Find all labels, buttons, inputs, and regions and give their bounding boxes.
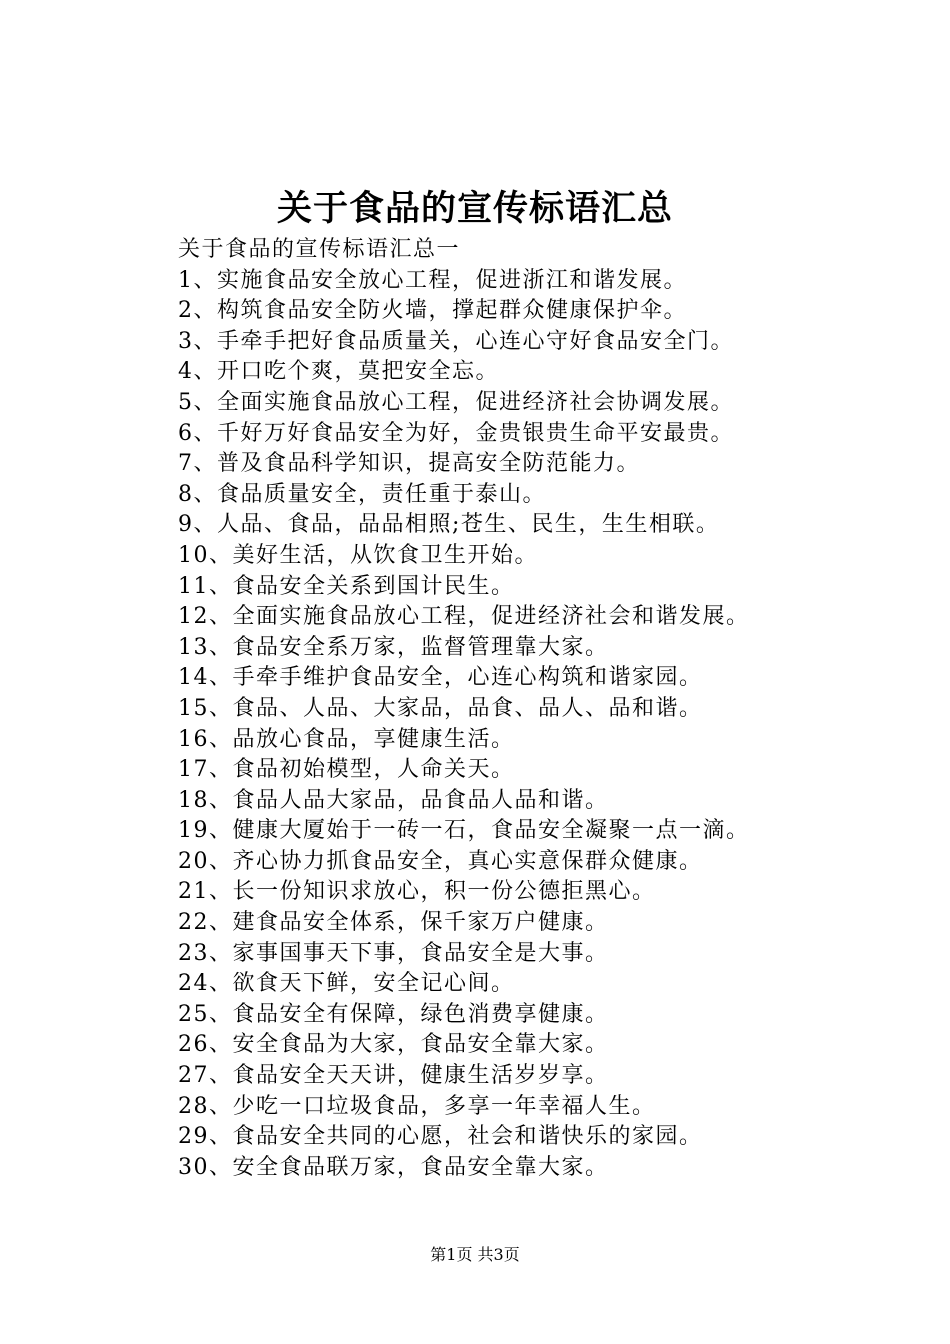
list-item: 7、普及食品科学知识，提高安全防范能力。 [178, 451, 640, 477]
list-item: 23、家事国事天下事，食品安全是大事。 [178, 940, 609, 966]
list-item: 11、食品安全关系到国计民生。 [178, 573, 515, 599]
page-number-footer: 第1页 共3页 [430, 1245, 520, 1264]
list-item: 26、安全食品为大家，食品安全靠大家。 [178, 1032, 609, 1058]
list-item: 29、食品安全共同的心愿，社会和谐快乐的家园。 [178, 1124, 703, 1150]
list-item: 10、美好生活，从饮食卫生开始。 [178, 542, 538, 568]
list-item: 17、食品初始模型，人命关天。 [178, 757, 515, 783]
list-item: 22、建食品安全体系，保千家万户健康。 [178, 910, 609, 936]
list-item: 19、健康大厦始于一砖一石，食品安全凝聚一点一滴。 [178, 818, 750, 844]
list-item: 3、手牵手把好食品质量关，心连心守好食品安全门。 [178, 328, 734, 354]
list-item: 20、齐心协力抓食品安全，真心实意保群众健康。 [178, 848, 703, 874]
list-item: 2、构筑食品安全防火墙，撑起群众健康保护伞。 [178, 298, 687, 324]
list-item: 24、欲食天下鲜，安全记心间。 [178, 971, 515, 997]
list-item: 27、食品安全天天讲，健康生活岁岁享。 [178, 1063, 609, 1089]
list-item: 5、全面实施食品放心工程，促进经济社会协调发展。 [178, 389, 734, 415]
list-item: 16、品放心食品，享健康生活。 [178, 726, 515, 752]
list-item: 28、少吃一口垃圾食品，多享一年幸福人生。 [178, 1093, 656, 1119]
list-item: 6、千好万好食品安全为好，金贵银贵生命平安最贵。 [178, 420, 734, 446]
section-heading: 关于食品的宣传标语汇总一 [178, 237, 461, 262]
list-item: 25、食品安全有保障，绿色消费享健康。 [178, 1001, 609, 1027]
list-item: 14、手牵手维护食品安全，心连心构筑和谐家园。 [178, 665, 703, 691]
list-item: 4、开口吃个爽，莫把安全忘。 [178, 359, 499, 385]
list-item: 30、安全食品联万家，食品安全靠大家。 [178, 1154, 609, 1180]
list-item: 15、食品、人品、大家品，品食、品人、品和谐。 [178, 695, 703, 721]
list-item: 8、食品质量安全，责任重于泰山。 [178, 481, 546, 507]
list-item: 21、长一份知识求放心，积一份公德拒黑心。 [178, 879, 656, 905]
document-body [178, 235, 918, 1183]
list-item: 1、实施食品安全放心工程，促进浙江和谐发展。 [178, 267, 687, 293]
list-item: 13、食品安全系万家，监督管理靠大家。 [178, 634, 609, 660]
list-item: 12、全面实施食品放心工程，促进经济社会和谐发展。 [178, 604, 750, 630]
list-item: 9、人品、食品，品品相照;苍生、民生，生生相联。 [178, 512, 720, 538]
document-title: 关于食品的宣传标语汇总 [276, 188, 673, 229]
list-item: 18、食品人品大家品，品食品人品和谐。 [178, 787, 609, 813]
